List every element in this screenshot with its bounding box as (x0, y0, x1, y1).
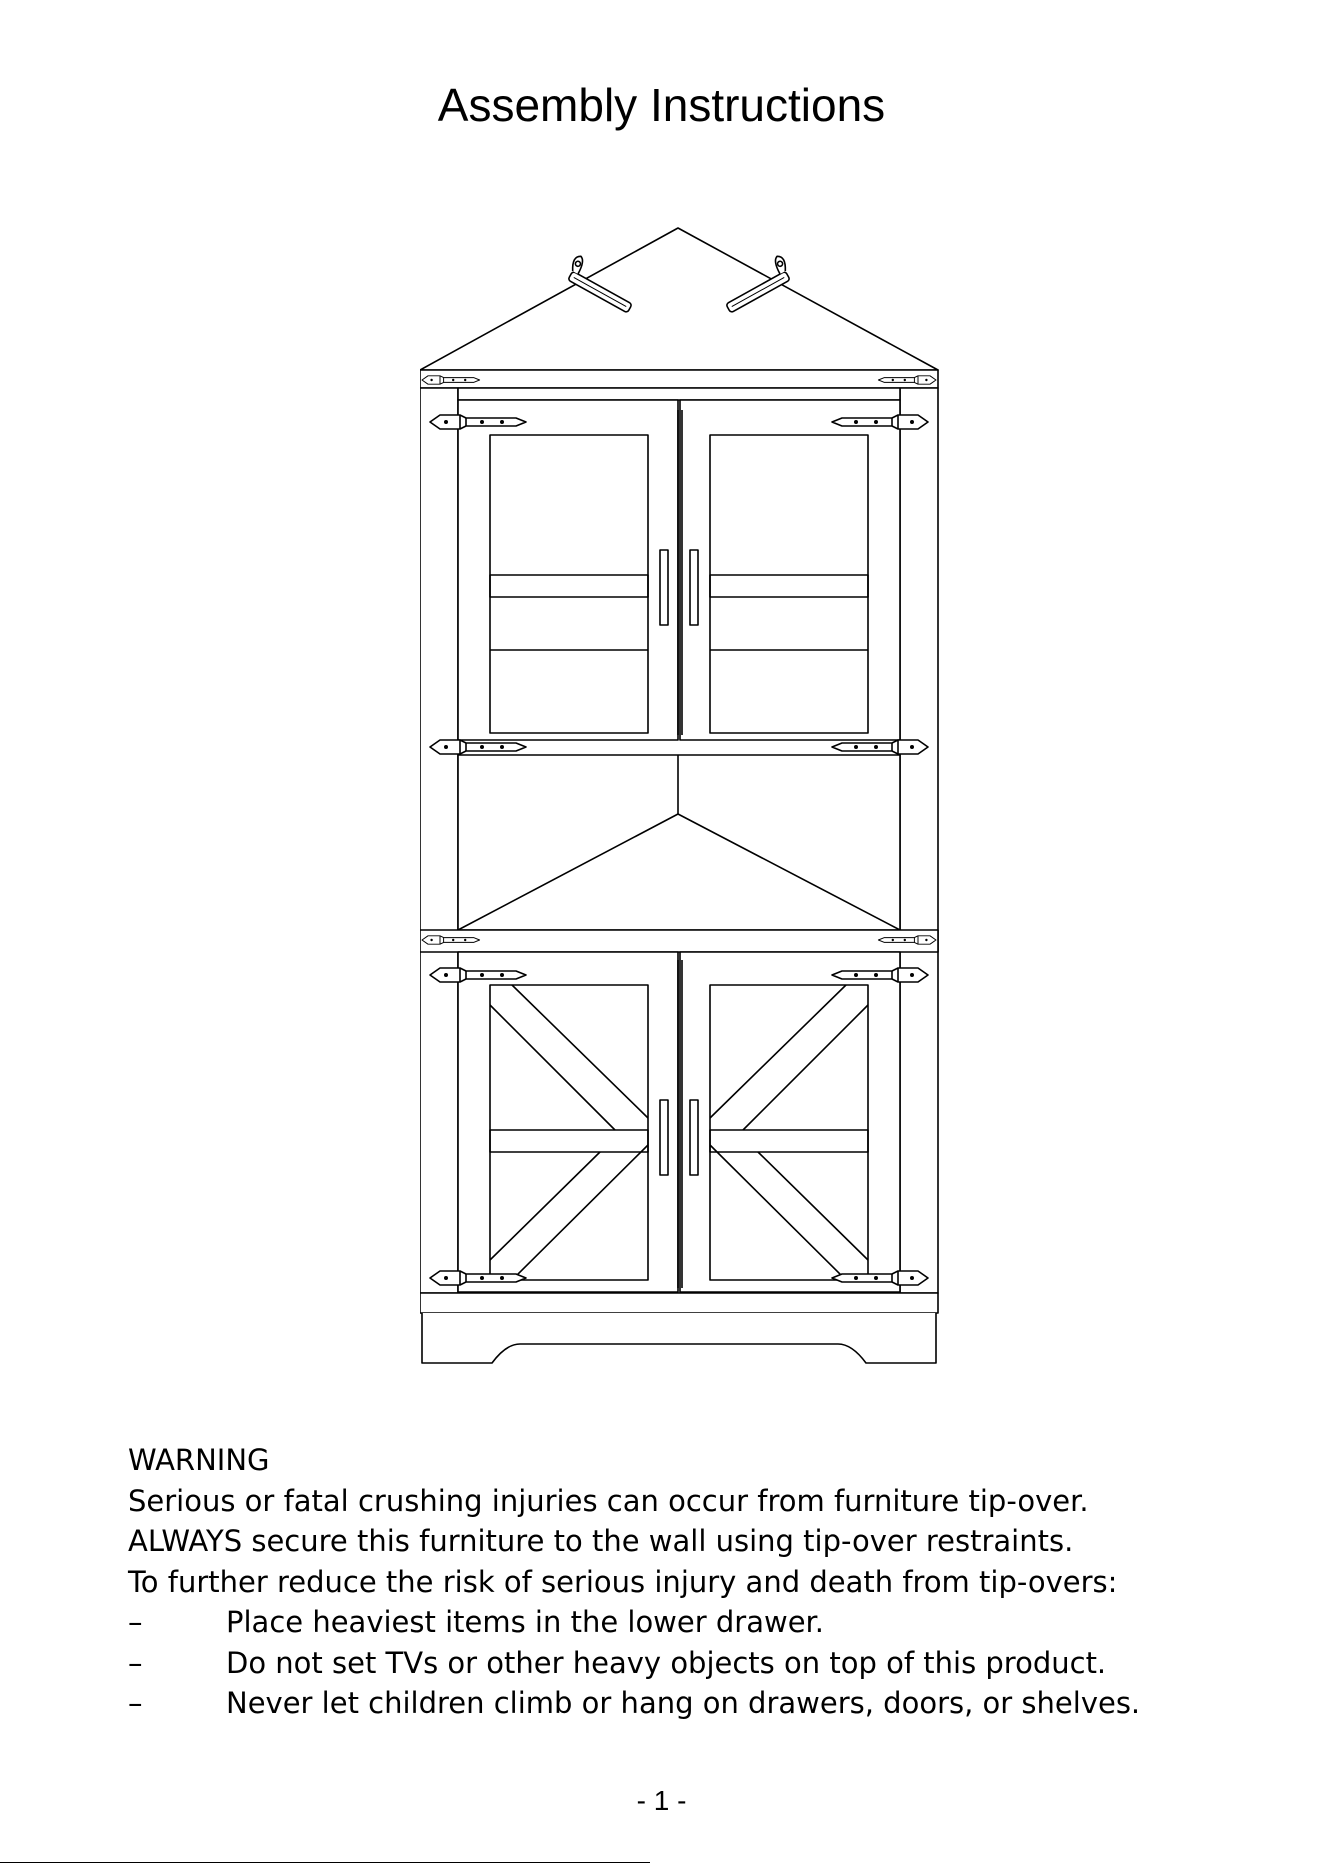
bullet-dash: – (128, 1686, 143, 1720)
cabinet-base (420, 1293, 938, 1363)
middle-shelf-board (420, 930, 938, 952)
warning-bullet (128, 1602, 1288, 1643)
lower-door-left (458, 952, 678, 1292)
hinge-upper-door-right-bottom (832, 740, 928, 754)
page-number: - 1 - (636, 1785, 687, 1816)
top-panel (420, 228, 938, 388)
bullet-text: Never let children climb or hang on drawers, doors, or shelves. (226, 1686, 1141, 1720)
warning-heading: WARNING (128, 1443, 270, 1477)
bullet-dash: – (128, 1645, 143, 1680)
page-title: Assembly Instructions (437, 79, 886, 131)
warning-line: To further reduce the risk of serious injury and death from tip-overs: (128, 1564, 1118, 1599)
bullet-dash: – (128, 1605, 143, 1639)
hinge-upper-door-left-bottom (430, 740, 526, 754)
bullet-text: Do not set TVs or other heavy objects on top of this product. (226, 1645, 1107, 1680)
bullet-text: Place heaviest items in the lower drawer. (226, 1605, 825, 1639)
upper-door-right (680, 400, 900, 740)
open-shelf (458, 755, 900, 930)
warning-block (128, 1440, 1288, 1724)
footer-rule (0, 1862, 650, 1863)
upper-door-left (458, 400, 678, 740)
warning-line: Serious or fatal crushing injuries can occur from furniture tip-over. (128, 1483, 1089, 1518)
corner-cabinet-illustration (420, 220, 940, 1400)
lower-door-right (680, 952, 900, 1292)
warning-bullet (128, 1683, 1288, 1724)
warning-line: ALWAYS secure this furniture to the wall using tip-over restraints. (128, 1524, 1074, 1558)
warning-bullet (128, 1643, 1288, 1684)
